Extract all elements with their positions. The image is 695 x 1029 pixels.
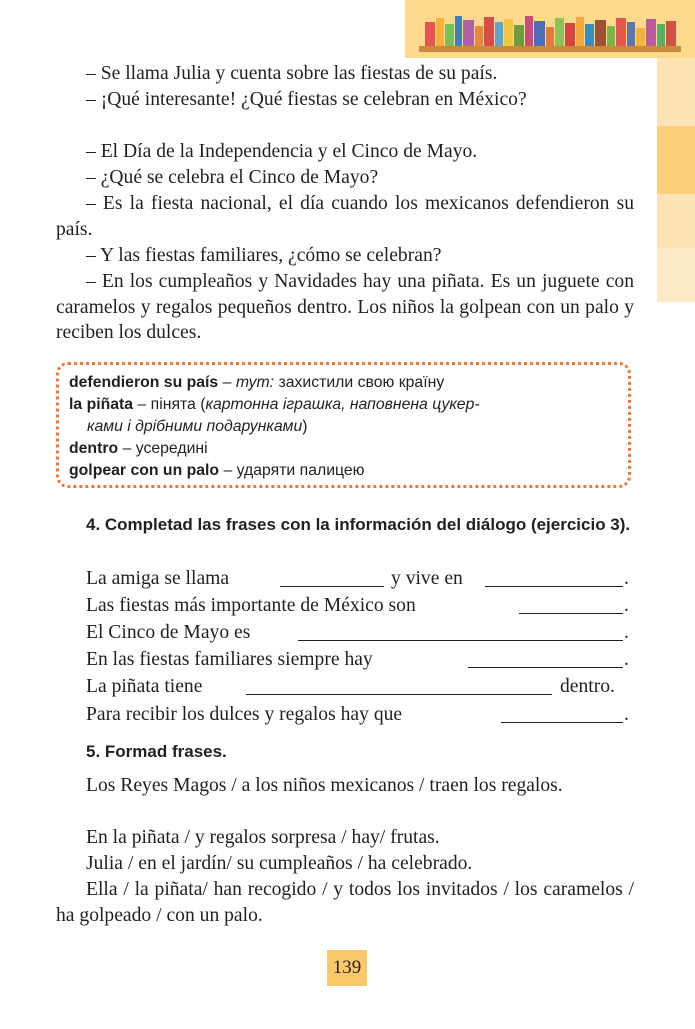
sentence-text: Para recibir los dulces y regalos hay que xyxy=(86,704,403,725)
vocab-definition: – пінята ( xyxy=(133,396,206,413)
vocab-entry xyxy=(69,372,618,394)
margin-tab xyxy=(657,194,695,248)
answer-blank[interactable] xyxy=(246,694,552,695)
vocab-term: la piñata xyxy=(69,396,134,413)
sentence-text: Las fiestas más importante de México son xyxy=(86,595,416,616)
fill-sentence-1-end xyxy=(624,566,629,592)
answer-blank[interactable] xyxy=(468,667,623,668)
sentence-text: . xyxy=(624,595,629,616)
vocab-definition: захистили свою країну xyxy=(274,374,445,391)
dialogue-line: – ¡Qué interesante! ¿Qué fiestas se celebran en México? xyxy=(86,89,527,110)
scrambled-sentence: Julia / en el jardín/ su cumpleaños / ha celebrado. xyxy=(86,853,473,874)
sentence-text: . xyxy=(624,649,629,670)
vocab-term: dentro xyxy=(69,440,119,457)
dialogue-line: – Y las fiestas familiares, ¿cómo se celebran? xyxy=(86,245,442,266)
exercise-5-title: 5. Formad frases. xyxy=(86,742,227,761)
sentence-text: . xyxy=(624,568,629,589)
margin-tab xyxy=(657,58,695,126)
page-number: 139 xyxy=(327,950,367,986)
vocab-term: defendieron su país xyxy=(69,374,219,391)
answer-blank[interactable] xyxy=(501,722,623,723)
vocab-note: тут: xyxy=(235,374,275,391)
sentence-text: dentro. xyxy=(560,676,615,697)
vocab-dash: – xyxy=(218,374,236,391)
fill-sentence-1-cont xyxy=(391,566,463,592)
answer-blank[interactable] xyxy=(298,640,623,641)
vocab-definition: – ударяти палицею xyxy=(219,462,365,479)
fill-sentence-1 xyxy=(86,566,229,592)
vocabulary-box xyxy=(56,362,631,488)
sentence-text: . xyxy=(624,704,629,725)
fill-sentence-4 xyxy=(86,647,373,673)
sentence-text: . xyxy=(624,622,629,643)
dialogue-line: – En los cumpleaños y Navidades hay una piñata. Es un juguete con caramelos y regalos pequeños dentro. Los niños la golpean con un palo y reciben los dulces. xyxy=(56,271,634,344)
fill-sentence-4-end xyxy=(624,647,629,673)
fill-sentence-6-end xyxy=(624,702,629,728)
answer-blank[interactable] xyxy=(485,586,623,587)
fill-sentence-3-end xyxy=(624,620,629,646)
sentence-text: En las fiestas familiares siempre hay xyxy=(86,649,373,670)
vocab-note: картонна іграшка, наповнена цукер- xyxy=(205,396,480,413)
scrambled-sentence: Ella / la piñata/ han recogido / y todos los invitados / los caramelos / ha golpeado / con un palo. xyxy=(56,879,634,926)
fill-sentence-2 xyxy=(86,593,416,619)
vocab-entry-continued xyxy=(69,416,618,438)
vocab-term: golpear con un palo xyxy=(69,462,220,479)
answer-blank[interactable] xyxy=(280,586,384,587)
vocab-entry xyxy=(69,438,618,460)
sentence-text: y vive en xyxy=(391,568,463,589)
margin-tab xyxy=(657,248,695,302)
fill-sentence-6 xyxy=(86,702,402,728)
vocab-note: ками і дрібними подарунками xyxy=(87,418,303,435)
fill-sentence-5-end xyxy=(560,674,615,700)
scrambled-sentence: Los Reyes Magos / a los niños mexicanos / traen los regalos. xyxy=(86,775,563,796)
margin-tab xyxy=(657,126,695,194)
dialogue-line: – Se llama Julia y cuenta sobre las fiestas de su país. xyxy=(86,63,498,84)
vocab-definition: – усередині xyxy=(118,440,208,457)
answer-blank[interactable] xyxy=(519,613,623,614)
vocab-entry xyxy=(69,460,618,482)
dialogue-line: – El Día de la Independencia y el Cinco de Mayo. xyxy=(86,141,478,162)
sentence-text: La amiga se llama xyxy=(86,568,230,589)
sentence-text: La piñata tiene xyxy=(86,676,203,697)
fill-sentence-3 xyxy=(86,620,250,646)
exercise-4-title: 4. Completad las frases con la información del diálogo (ejercicio 3). xyxy=(86,515,631,534)
vocab-definition: ) xyxy=(302,418,308,435)
vocab-entry xyxy=(69,394,618,416)
scrambled-sentence: En la piñata / y regalos sorpresa / hay/ frutas. xyxy=(86,827,440,848)
dialogue-line: – ¿Qué se celebra el Cinco de Mayo? xyxy=(86,167,379,188)
dialogue-line: – Es la fiesta nacional, el día cuando los mexicanos defendieron su país. xyxy=(56,193,634,240)
bookshelf-illustration xyxy=(405,0,695,58)
sentence-text: El Cinco de Mayo es xyxy=(86,622,251,643)
fill-sentence-5 xyxy=(86,674,202,700)
fill-sentence-2-end xyxy=(624,593,629,619)
